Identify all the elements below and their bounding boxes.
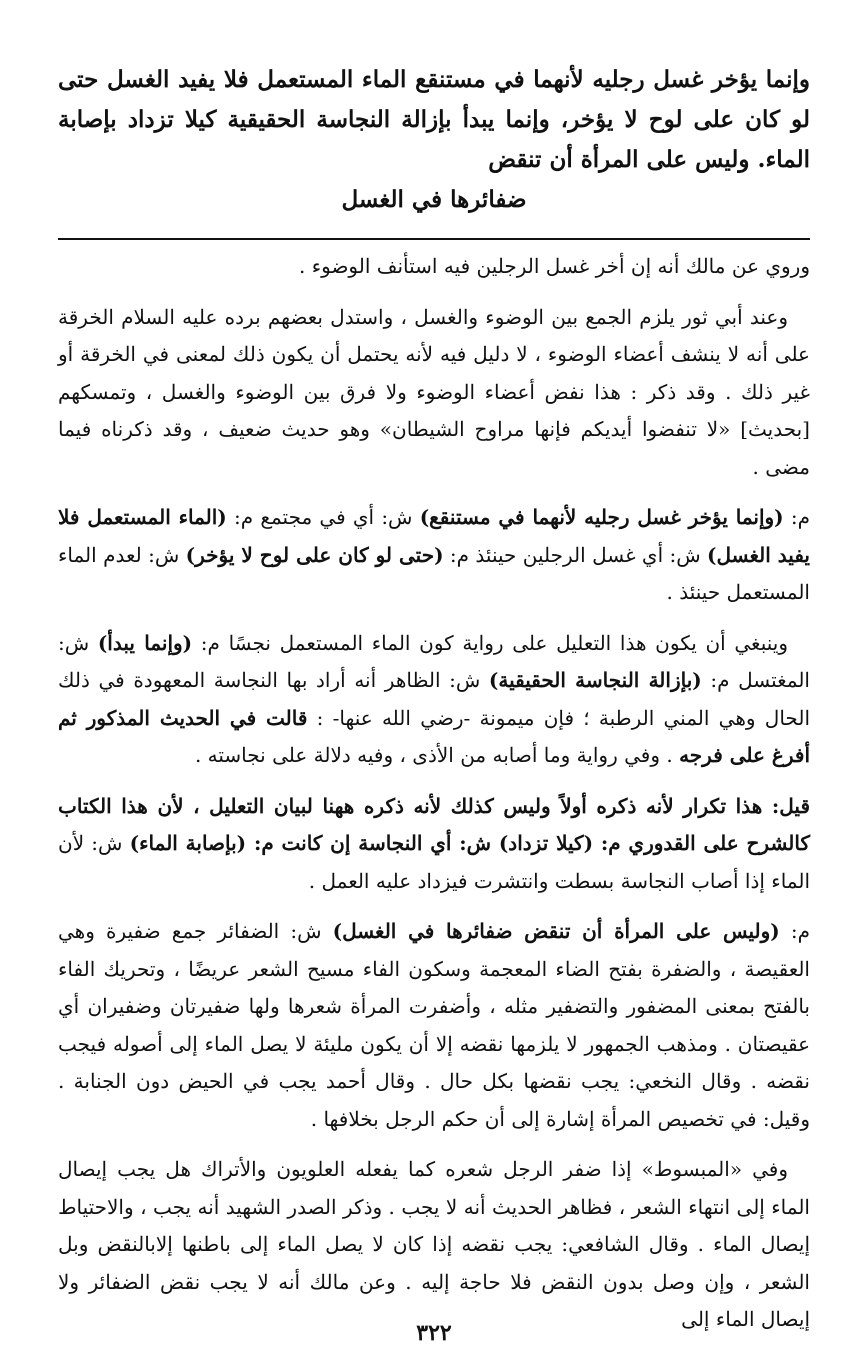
main-text-last-line: ضفائرها في الغسل <box>341 186 527 213</box>
sharh-text: ش: أي النجاسة إن كانت م: <box>246 831 499 855</box>
sharh-text: ش: الضفائر جمع ضفيرة وهي العقيصة ، والضفرة بفتح الضاء المعجمة وسكون الفاء مسيح الشعر عريضًا ، وتحريك الفاء بالفتح بمعنى المضفور والتضفير مثله ، وأضفرت المرأة شعرها ولها ضفيرتان وضفيران أي عقيصتان . ومذهب الجمهور لا يلزمها نقضه إلا أن يكون مليئة لا يصل الماء إلى أصوله فيجب نقضه . وقال النخعي: يجب نقضها بكل حال . وقال أحمد يجب في الحيض دون الجنابة . وقيل: في تخصيص المرأة إشارة إلى أن حكم الرجل بخلافها . <box>58 919 810 1131</box>
matn-quote: (بإصابة الماء) <box>129 831 247 855</box>
sharh-text: ش: الظاهر أنه أراد بها النجاسة المعهودة في ذلك الحال وهي المني الرطبة ؛ فإن ميمونة -رضي الله عنها- : <box>58 668 810 730</box>
commentary-block <box>58 248 810 1339</box>
matn-quote: (حتى لو كان على لوح لا يؤخر) <box>185 542 444 567</box>
commentary-paragraph-4 <box>58 625 810 775</box>
sharh-text: وينبغي أن يكون هذا التعليل على رواية كون الماء المستعمل نجسًا م: <box>192 630 788 655</box>
sharh-text: ش: لأن الماء إذا أصاب النجاسة بسطت وانتشرت فيزداد عليه العمل . <box>58 831 810 893</box>
main-text-block <box>58 60 810 220</box>
matn-quote: (الماء المستعمل فلا يفيد الغسل) <box>58 505 810 567</box>
sharh-text: ش: لعدم الماء المستعمل حينئذ . <box>58 542 810 604</box>
sharh-text: قيل: هذا تكرار لأنه ذكره أولاً وليس كذلك لأنه ذكره ههنا لبيان التعليل ، لأن هذا الكتاب كالشرح على القدوري م: <box>58 793 811 855</box>
main-text-body: وإنما يؤخر غسل رجليه لأنهما في مستنقع الماء المستعمل فلا يفيد الغسل حتى لو كان على لوح لا يؤخر، وإنما يبدأ بإزالة النجاسة الحقيقية كيلا تزداد بإصابة الماء. وليس على المرأة أن تنقض <box>58 66 810 173</box>
commentary-paragraph-1: وروي عن مالك أنه إن أخر غسل الرجلين فيه استأنف الوضوء . <box>299 254 810 278</box>
hadith-quote: قالت في الحديث المذكور ثم أفرغ على فرجه <box>58 705 810 767</box>
sharh-text: ش: المغتسل م: <box>58 630 810 692</box>
separator-rule <box>58 238 810 240</box>
matn-quote: (وإنما يؤخر غسل رجليه لأنهما في مستنقع) <box>419 505 784 529</box>
page-number: ٣٢٢ <box>416 1320 452 1346</box>
commentary-paragraph-6 <box>58 913 810 1138</box>
commentary-paragraph-5 <box>58 788 810 901</box>
matn-quote: (كيلا تزداد) <box>498 831 594 855</box>
matn-marker: م: <box>783 505 811 529</box>
matn-quote: (وليس على المرأة أن تنقض ضفائرها في الغسل) <box>332 919 780 943</box>
matn-marker: م: <box>779 919 810 943</box>
commentary-paragraph-2: وعند أبي ثور يلزم الجمع بين الوضوء والغسل ، واستدل بعضهم برده عليه السلام الخرقة على أنه لا ينشف أعضاء الوضوء ، لا دليل فيه لأنه يحتمل أن يكون ذلك لمعنى في الخرقة أو غير ذلك . وقد ذكر : هذا نفض أعضاء الوضوء ولا فرق بين الوضوء والغسل ، وتمسكهم [بحديث] «لا تنفضوا أيديكم فإنها مراوح الشيطان» وهو حديث ضعيف ، وقد ذكرناه فيما مضى . <box>58 304 810 479</box>
sharh-text: . وفي رواية وما أصابه من الأذى ، وفيه دلالة على نجاسته . <box>194 743 680 767</box>
commentary-paragraph-7: وفي «المبسوط» إذا ضفر الرجل شعره كما يفعله العلويون والأتراك هل يجب إيصال الماء إلى انتهاء الشعر ، فظاهر الحديث أنه لا يجب . وذكر الصدر الشهيد أنه يجب ، والاحتياط إيصال الماء . وقال الشافعي: يجب نقضه إذا كان لا يصل الماء إلى باطنها إلابالنقض وبل الشعر ، وإن وصل بدون النقض فلا حاجة إليه . وعن مالك أنه لا يجب نقض الضفائر ولا إيصال الماء إلى <box>58 1157 810 1331</box>
sharh-text: ش: أي في مجتمع م: <box>226 505 420 529</box>
matn-quote: (وإنما يبدأ) <box>97 630 193 655</box>
matn-quote: (بإزالة النجاسة الحقيقية) <box>488 668 702 692</box>
sharh-text: ش: أي غسل الرجلين حينئذ م: <box>443 542 708 567</box>
commentary-paragraph-3 <box>58 499 810 612</box>
